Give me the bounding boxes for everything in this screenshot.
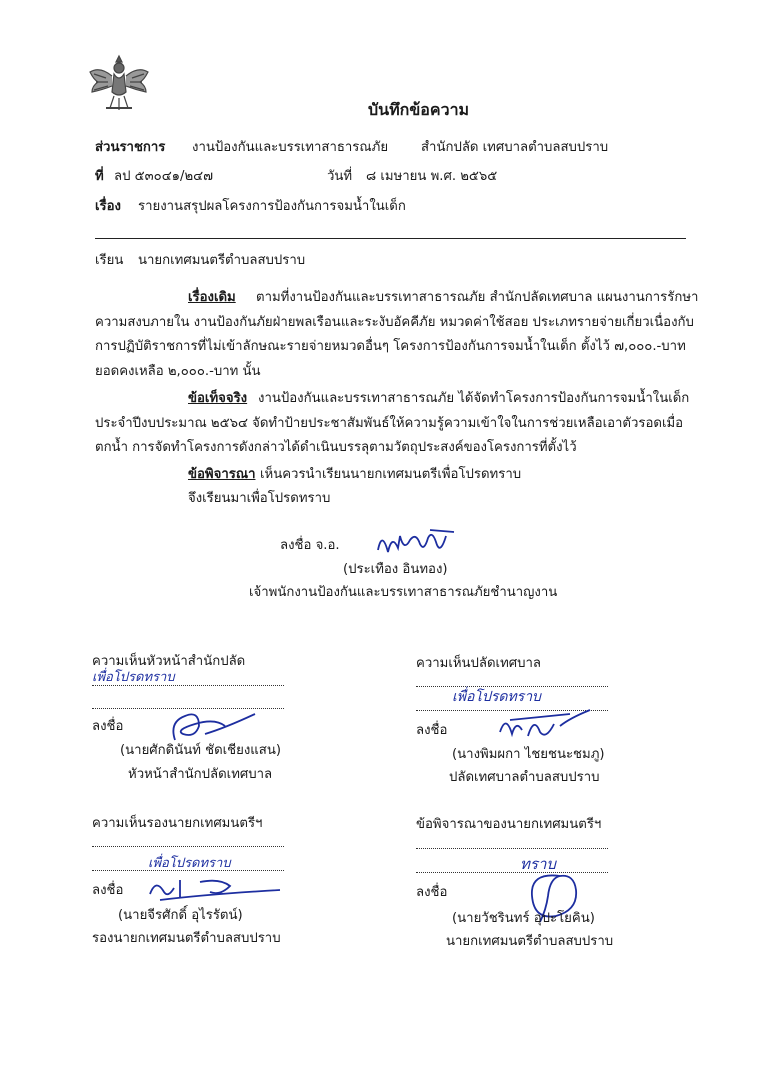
signer-position: เจ้าพนักงานป้องกันและบรรเทาสาธารณภัยชำนาญงาน xyxy=(249,585,558,600)
consideration-line-1: เห็นควรนำเรียนนายกเทศมนตรีเพื่อโปรดทราบ xyxy=(260,467,522,482)
facts-line-3: ตกน้ำ การจัดทำโครงการดังกล่าวได้ดำเนินบรรลุตามวัตถุประสงค์ของโครงการที่ตั้งไว้ xyxy=(95,440,577,455)
mayor-name: (นายวัชรินทร์ อุปะโยคิน) xyxy=(452,911,595,926)
agency-office: สำนักปลัด เทศบาลตำบลสบปราบ xyxy=(421,140,609,155)
background-line-4: ยอดคงเหลือ ๒,๐๐๐.-บาท นั้น xyxy=(95,364,261,379)
ref-value: ลป ๕๓๐๔๑/๒๔๗ xyxy=(114,169,214,184)
deputy-handwritten: เพื่อโปรดทราบ xyxy=(148,856,231,871)
clerk-sign-label: ลงชื่อ xyxy=(416,723,448,738)
head-office-dotted-line-1 xyxy=(92,685,284,686)
head-office-name: (นายศักดินันท์ ชัดเชียงแสน) xyxy=(120,743,281,758)
deputy-label: ความเห็นรองนายกเทศมนตรีฯ xyxy=(92,816,263,831)
facts-heading: ข้อเท็จจริง xyxy=(188,391,248,406)
head-office-label: ความเห็นหัวหน้าสำนักปลัด xyxy=(92,654,246,669)
clerk-handwritten: เพื่อโปรดทราบ xyxy=(452,689,541,705)
memo-title: บันทึกข้อความ xyxy=(368,100,470,119)
garuda-emblem-icon xyxy=(86,52,152,114)
header-divider xyxy=(95,238,686,239)
deputy-position: รองนายกเทศมนตรีตำบลสบปราบ xyxy=(92,931,281,946)
mayor-dotted-line-1 xyxy=(416,848,608,849)
mayor-label: ข้อพิจารณาของนายกเทศมนตรีฯ xyxy=(416,817,602,832)
date-label: วันที่ xyxy=(327,169,353,184)
subject-label: เรื่อง xyxy=(95,199,121,214)
signer-sign-label: ลงชื่อ จ.อ. xyxy=(280,538,340,553)
head-office-handwritten: เพื่อโปรดทราบ xyxy=(92,670,175,685)
deputy-dotted-line-1 xyxy=(92,846,284,847)
mayor-position: นายกเทศมนตรีตำบลสบปราบ xyxy=(446,934,614,949)
salutation-label: เรียน xyxy=(95,253,124,268)
background-line-1: ตามที่งานป้องกันและบรรเทาสาธารณภัย สำนักปลัดเทศบาล แผนงานการรักษา xyxy=(256,290,699,305)
agency-label: ส่วนราชการ xyxy=(95,140,166,155)
background-line-2: ความสงบภายใน งานป้องกันภัยฝ่ายพลเรือนและระงับอัคคีภัย หมวดค่าใช้สอย ประเภทรายจ่ายเกี่ยวเนื่องกับ xyxy=(95,315,694,330)
background-heading: เรื่องเดิม xyxy=(188,290,236,305)
facts-line-2: ประจำปีงบประมาณ ๒๕๖๔ จัดทำป้ายประชาสัมพันธ์ให้ความรู้ความเข้าใจในการช่วยเหลือเอาตัวรอดเมื่อ xyxy=(95,416,684,431)
date-value: ๘ เมษายน พ.ศ. ๒๕๖๕ xyxy=(366,169,498,184)
agency-value: งานป้องกันและบรรเทาสาธารณภัย xyxy=(192,140,389,155)
background-line-3: การปฏิบัติราชการที่ไม่เข้าลักษณะรายจ่ายหมวดอื่นๆ โครงการป้องกันการจมน้ำในเด็ก ตั้งไว้ ๗,๐๐๐.-บาท xyxy=(95,339,686,354)
mayor-handwritten: ทราบ xyxy=(520,855,556,873)
deputy-name: (นายจีรศักดิ์ อุไรรัตน์) xyxy=(118,908,243,923)
ref-label: ที่ xyxy=(95,169,104,184)
clerk-position: ปลัดเทศบาลตำบลสบปราบ xyxy=(449,770,600,785)
clerk-label: ความเห็นปลัดเทศบาล xyxy=(416,656,541,671)
head-office-sign-label: ลงชื่อ xyxy=(92,719,124,734)
signer-name: (ประเทือง อินทอง) xyxy=(343,562,448,577)
deputy-sign-label: ลงชื่อ xyxy=(92,883,124,898)
consideration-line-2: จึงเรียนมาเพื่อโปรดทราบ xyxy=(188,491,331,506)
head-office-position: หัวหน้าสำนักปลัดเทศบาล xyxy=(128,767,273,782)
consideration-heading: ข้อพิจารณา xyxy=(188,467,256,482)
mayor-sign-label: ลงชื่อ xyxy=(416,885,448,900)
salutation-value: นายกเทศมนตรีตำบลสบปราบ xyxy=(138,253,306,268)
facts-line-1: งานป้องกันและบรรเทาสาธารณภัย ได้จัดทำโครงการป้องกันการจมน้ำในเด็ก xyxy=(258,391,690,406)
subject-value: รายงานสรุปผลโครงการป้องกันการจมน้ำในเด็ก xyxy=(138,199,406,214)
clerk-name: (นางพิมผกา ไชยชนะชมภู) xyxy=(452,747,605,762)
